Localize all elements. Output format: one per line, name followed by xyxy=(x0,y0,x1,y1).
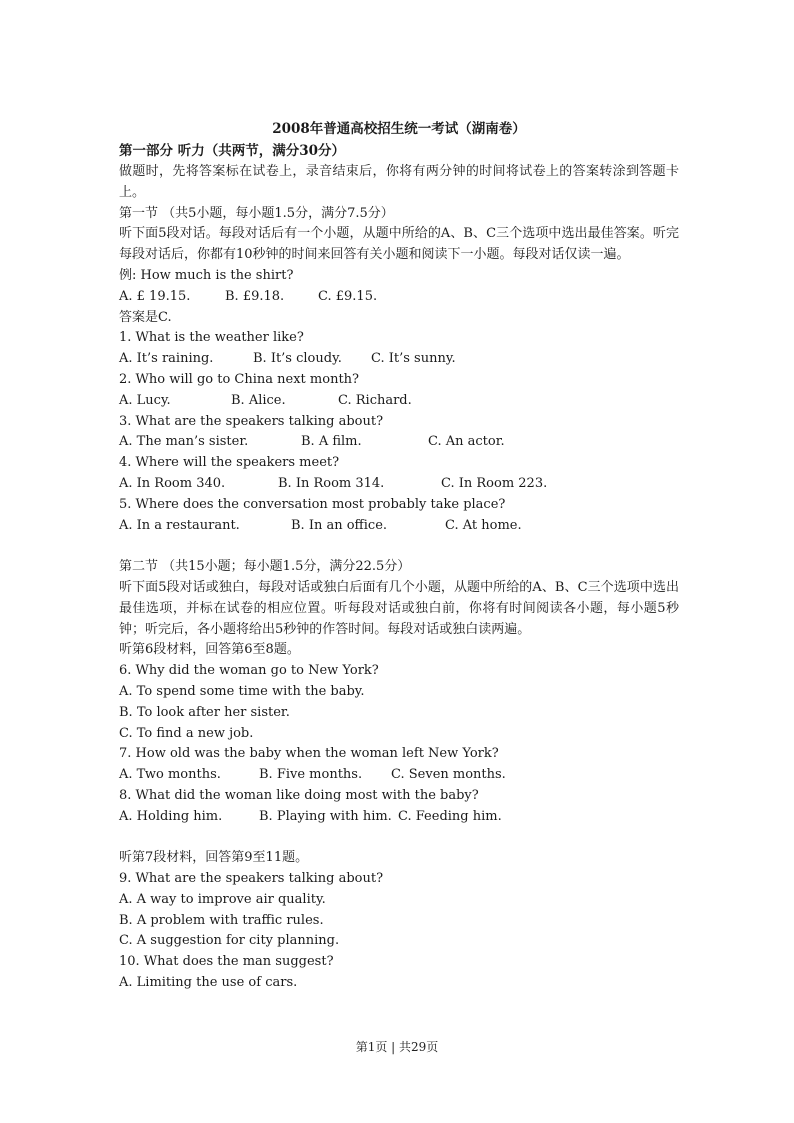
question-6: 6. Why did the woman go to New York? xyxy=(119,663,379,679)
example-answer: 答案是C. xyxy=(119,309,172,325)
question-3: 3. What are the speakers talking about? xyxy=(119,413,384,429)
question-8: 8. What did the woman like doing most with the baby? xyxy=(119,787,479,803)
question-8-options xyxy=(119,807,679,828)
page-title: 2008年普通高校招生统一考试（湖南卷） xyxy=(272,121,526,137)
question-9-option-c: C. A suggestion for city planning. xyxy=(119,933,340,949)
page-footer: 第1页 | 共29页 xyxy=(355,1040,439,1054)
option-c: C. At home. xyxy=(445,517,522,533)
question-3-options xyxy=(119,432,679,453)
option-b: B. It’s cloudy. xyxy=(253,351,342,367)
option-a: A. Two months. xyxy=(119,767,221,783)
question-6-option-b: B. To look after her sister. xyxy=(119,704,290,720)
option-b: B. £9.18. xyxy=(225,288,285,304)
spacer xyxy=(119,828,679,849)
question-9-option-a: A. A way to improve air quality. xyxy=(119,891,326,907)
option-a: A. Lucy. xyxy=(119,392,171,408)
option-b: B. In an office. xyxy=(291,517,388,533)
material-6-note: 听第6段材料，回答第6至8题。 xyxy=(119,642,300,658)
question-6-option-c: C. To find a new job. xyxy=(119,725,254,741)
section1-heading: 第一节 （共5小题，每小题1.5分，满分7.5分） xyxy=(119,205,394,221)
example-question: 例: How much is the shirt? xyxy=(119,267,294,283)
document-content xyxy=(119,118,679,994)
option-c: C. In Room 223. xyxy=(441,475,548,491)
question-10-option-a: A. Limiting the use of cars. xyxy=(119,975,298,991)
material-7-note: 听第7段材料，回答第9至11题。 xyxy=(119,850,309,866)
option-a: A. £ 19.15. xyxy=(119,288,191,304)
option-a: A. Holding him. xyxy=(119,808,223,824)
example-options xyxy=(119,287,679,308)
option-a: A. In Room 340. xyxy=(119,475,226,491)
option-b: B. Five months. xyxy=(259,767,363,783)
option-b: B. In Room 314. xyxy=(278,475,385,491)
option-c: C. Richard. xyxy=(338,392,412,408)
option-b: B. Alice. xyxy=(231,392,286,408)
section1-instructions: 听下面5段对话。每段对话后有一个小题，从题中所给的A、B、C三个选项中选出最佳答案。听完每段对话后，你都有10秒钟的时间来回答有关小题和阅读下一小题。每段对话仅读一遍。 xyxy=(119,226,679,263)
question-4: 4. Where will the speakers meet? xyxy=(119,455,340,471)
option-b: B. A film. xyxy=(301,434,362,450)
section2-instructions: 听下面5段对话或独白，每段对话或独白后面有几个小题，从题中所给的A、B、C三个选项中选出最佳选项，并标在试卷的相应位置。听每段对话或独白前，你将有时间阅读各小题，每小题5秒钟；听完后，各小题将给出5秒钟的作答时间。每段对话或独白读两遍。 xyxy=(119,579,679,637)
question-2-options xyxy=(119,391,679,412)
spacer xyxy=(119,536,679,557)
option-c: C. £9.15. xyxy=(318,288,378,304)
option-c: C. An actor. xyxy=(428,434,505,450)
question-5-options xyxy=(119,516,679,537)
part1-instructions: 做题时，先将答案标在试卷上，录音结束后，你将有两分钟的时间将试卷上的答案转涂到答题卡上。 xyxy=(119,164,679,200)
question-5: 5. Where does the conversation most probably take place? xyxy=(119,496,506,512)
section2-heading: 第二节 （共15小题；每小题1.5分，满分22.5分） xyxy=(119,559,411,575)
option-a: A. It’s raining. xyxy=(119,351,214,367)
option-c: C. It’s sunny. xyxy=(371,351,456,367)
question-6-option-a: A. To spend some time with the baby. xyxy=(119,683,365,699)
question-7-options xyxy=(119,765,679,786)
option-c: C. Seven months. xyxy=(391,767,506,783)
question-1-options xyxy=(119,349,679,370)
question-2: 2. Who will go to China next month? xyxy=(119,371,360,387)
part1-heading: 第一部分 听力（共两节，满分30分） xyxy=(119,143,345,159)
option-c: C. Feeding him. xyxy=(398,808,502,824)
option-a: A. In a restaurant. xyxy=(119,517,240,533)
question-7: 7. How old was the baby when the woman left New York? xyxy=(119,746,499,762)
question-1: 1. What is the weather like? xyxy=(119,330,304,346)
question-10: 10. What does the man suggest? xyxy=(119,954,334,970)
option-a: A. The man’s sister. xyxy=(119,434,249,450)
question-9-option-b: B. A problem with traffic rules. xyxy=(119,912,324,928)
option-b: B. Playing with him. xyxy=(259,808,392,824)
question-4-options xyxy=(119,474,679,495)
question-9: 9. What are the speakers talking about? xyxy=(119,871,384,887)
